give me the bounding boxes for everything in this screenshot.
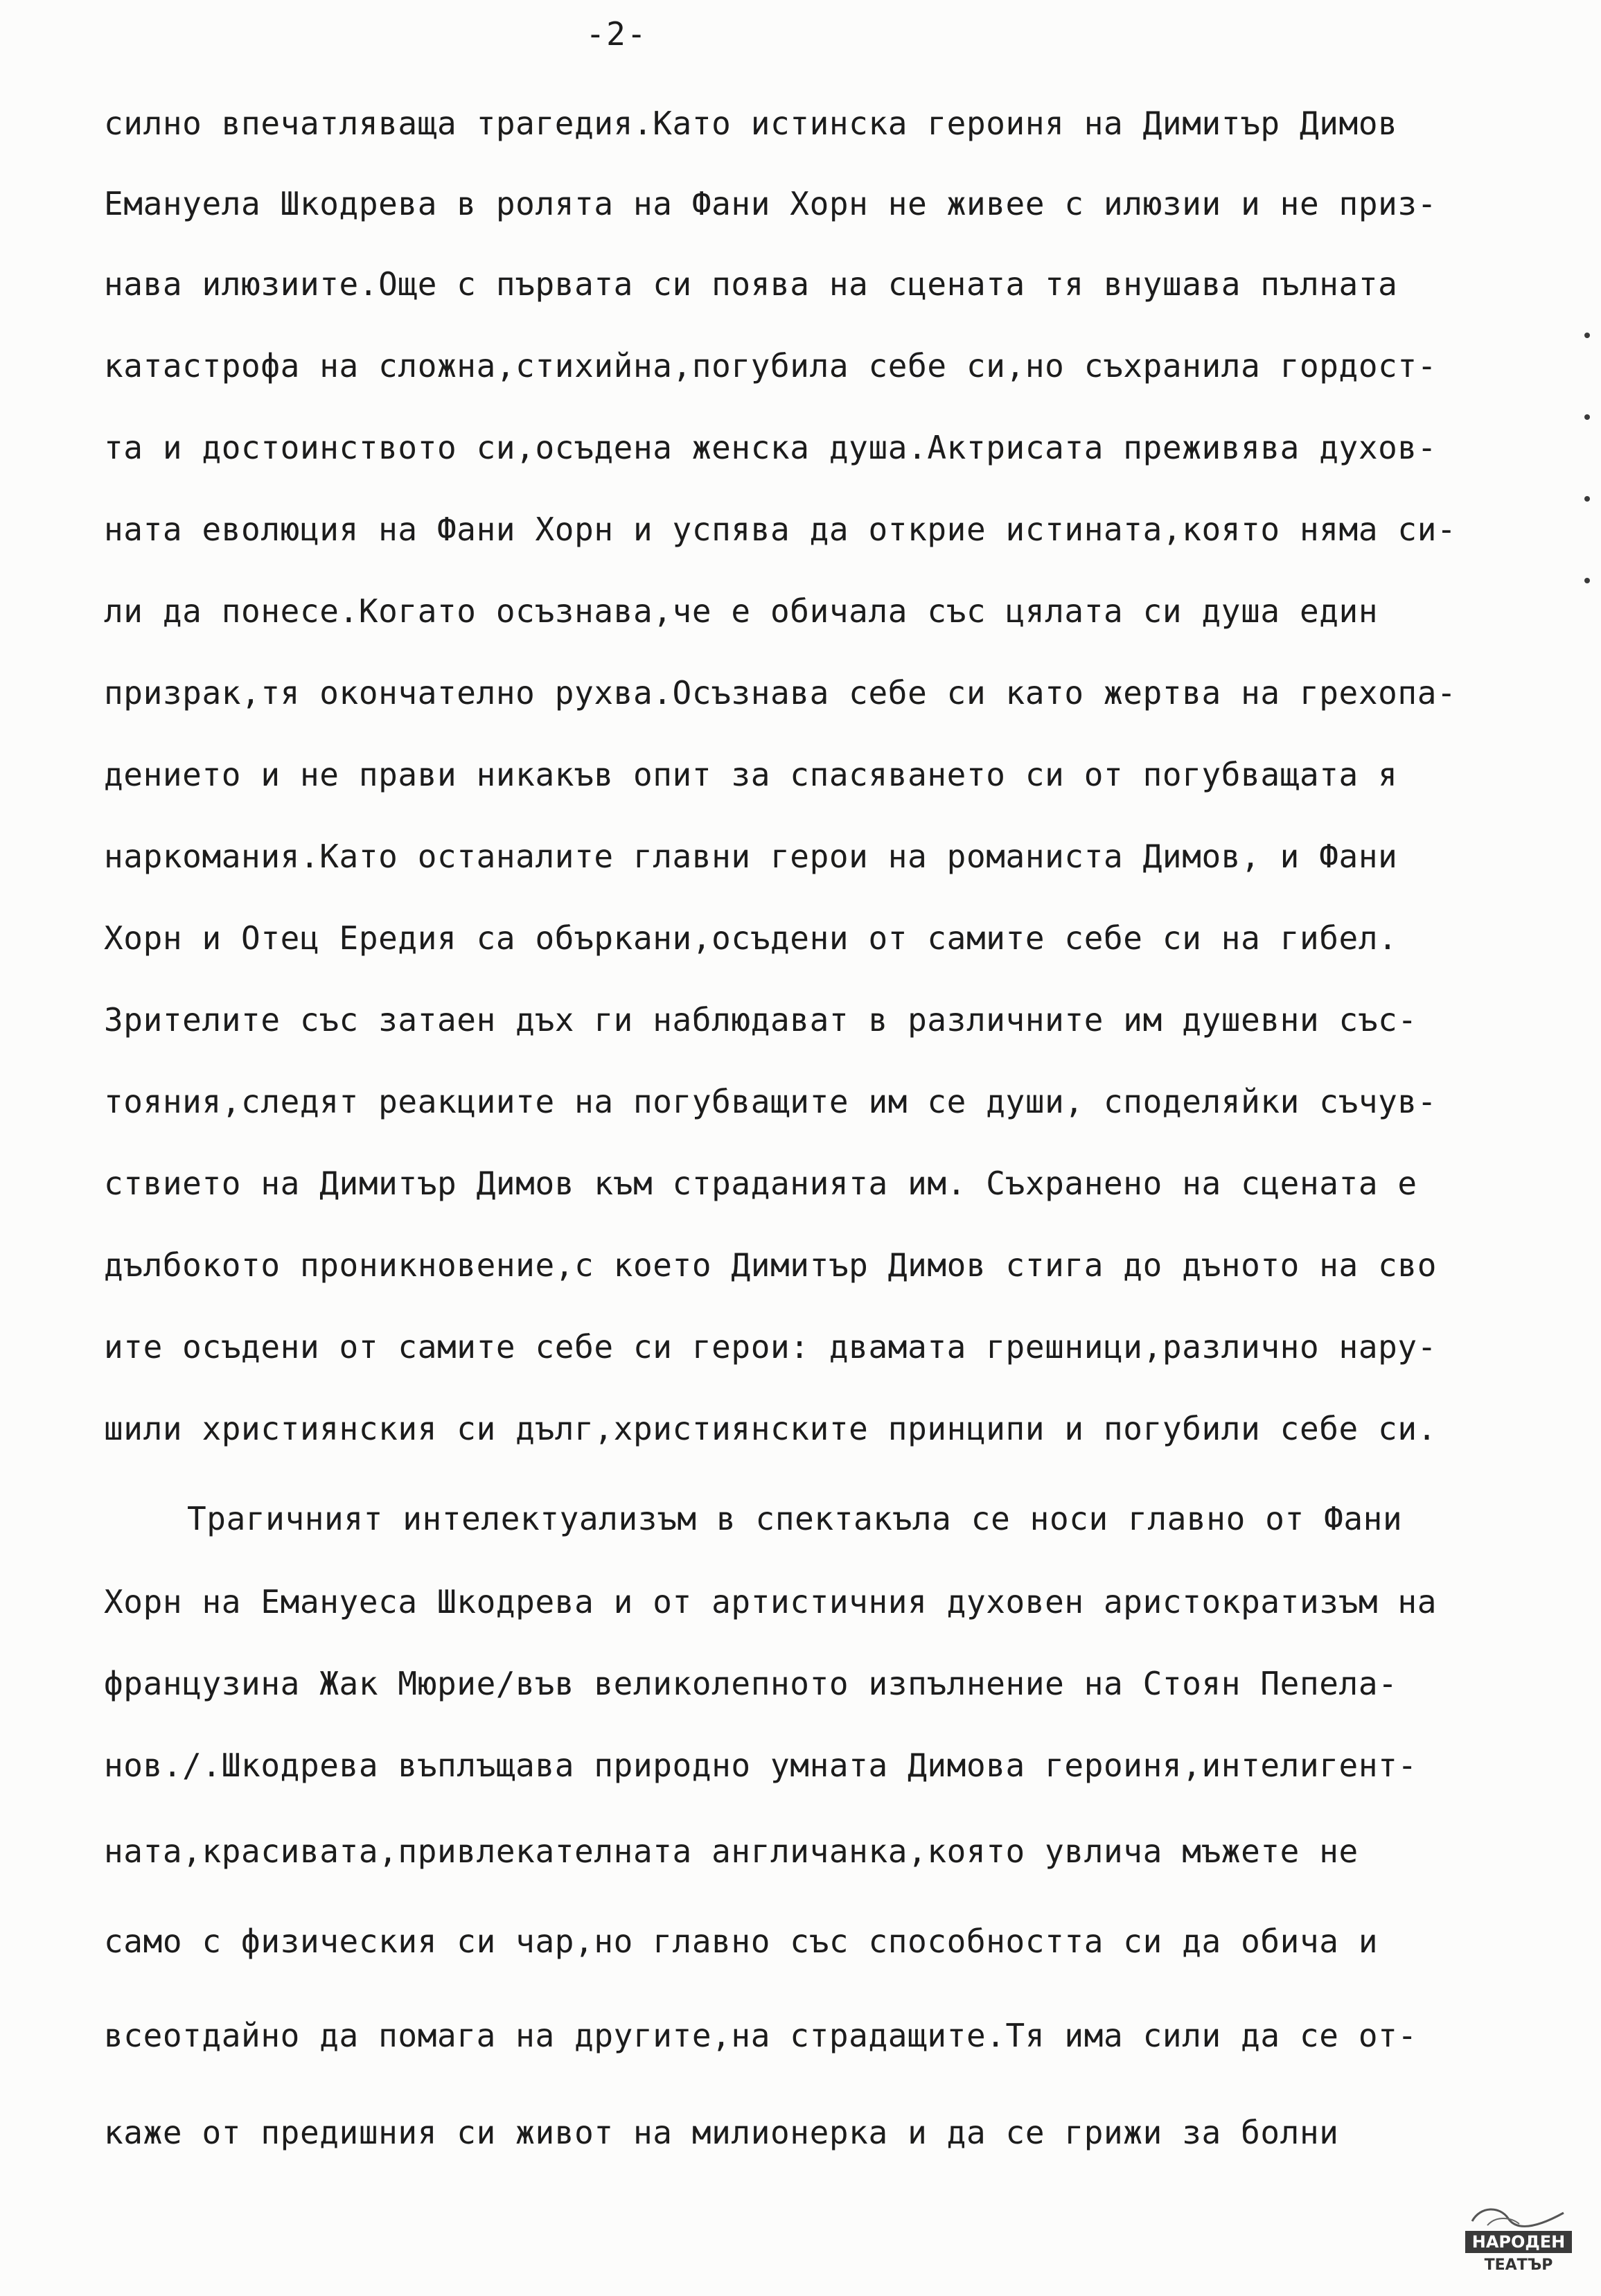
text-line-18: Трагичният интелектуализъм в спектакъла се носи главно от Фани	[187, 1500, 1403, 1537]
page-number: -2-	[585, 15, 648, 53]
text-line-20: французина Жак Мюрие/във великолепното изпълнение на Стоян Пепела-	[104, 1665, 1398, 1702]
text-line-10: наркомания.Като останалите главни герои на романиста Димов, и Фани	[104, 838, 1398, 875]
text-line-7: ли да понесе.Когато осъзнава,че е обичала със цялата си душа един	[104, 592, 1379, 630]
text-line-25: каже от предишния си живот на милионерка и да се грижи за болни	[104, 2114, 1339, 2151]
text-line-1: силно впечатляваща трагедия.Като истинска героиня на Димитър Димов	[104, 105, 1398, 142]
text-line-12: Зрителите със затаен дъх ги наблюдават в различните им душевни със-	[104, 1001, 1417, 1039]
text-line-6: ната еволюция на Фани Хорн и успява да открие истината,която няма си-	[104, 511, 1457, 548]
text-line-16: ите осъдени от самите себе си герои: двамата грешници,различно нару-	[104, 1328, 1438, 1366]
text-line-17: шили християнския си дълг,християнските принципи и погубили себе си.	[104, 1410, 1438, 1447]
text-line-14: ствието на Димитър Димов към страданията им. Съхранено на сцената е	[104, 1165, 1417, 1202]
stamp-line-2: ТЕАТЪР	[1484, 2257, 1553, 2274]
stamp-line-1: НАРОДЕН	[1471, 2232, 1566, 2252]
text-line-13: тояния,следят реакциите на погубващите им се души, споделяйки съчув-	[104, 1083, 1438, 1120]
stamp-icon	[1460, 2200, 1577, 2277]
text-line-9: дението и не прави никакъв опит за спасяването си от погубващата я	[104, 756, 1398, 793]
text-line-21: нов./.Шкодрева въплъщава природно умната Димова героиня,интелигент-	[104, 1747, 1417, 1784]
text-line-11: Хорн и Отец Ередия са объркани,осъдени от самите себе си на гибел.	[104, 919, 1398, 957]
text-line-23: само с физическия си чар,но главно със способността си да обича и	[104, 1923, 1379, 1960]
text-line-2: Емануела Шкодрева в ролята на Фани Хорн не живее с илюзии и не приз-	[104, 185, 1438, 222]
text-line-19: Хорн на Емануеса Шкодрева и от артистичния духовен аристократизъм на	[104, 1583, 1438, 1621]
text-line-24: всеотдайно да помага на другите,на страдащите.Тя има сили да се от-	[104, 2017, 1417, 2054]
text-line-4: катастрофа на сложна,стихийна,погубила себе си,но съхранила гордост-	[104, 347, 1438, 385]
text-line-22: ната,красивата,привлекателната англичанка,която увлича мъжете не	[104, 1833, 1359, 1870]
theatre-stamp-logo	[1460, 2200, 1577, 2277]
text-line-8: призрак,тя окончателно рухва.Осъзнава себе си като жертва на грехопа-	[104, 674, 1457, 712]
text-line-15: дълбокото проникновение,с което Димитър Димов стига до дъното на сво	[104, 1246, 1438, 1284]
text-line-3: нава илюзиите.Още с първата си поява на сцената тя внушава пълната	[104, 265, 1398, 303]
text-line-5: та и достоинството си,осъдена женска душа.Актрисата преживява духов-	[104, 429, 1438, 466]
scan-edge-marks	[1579, 333, 1595, 665]
